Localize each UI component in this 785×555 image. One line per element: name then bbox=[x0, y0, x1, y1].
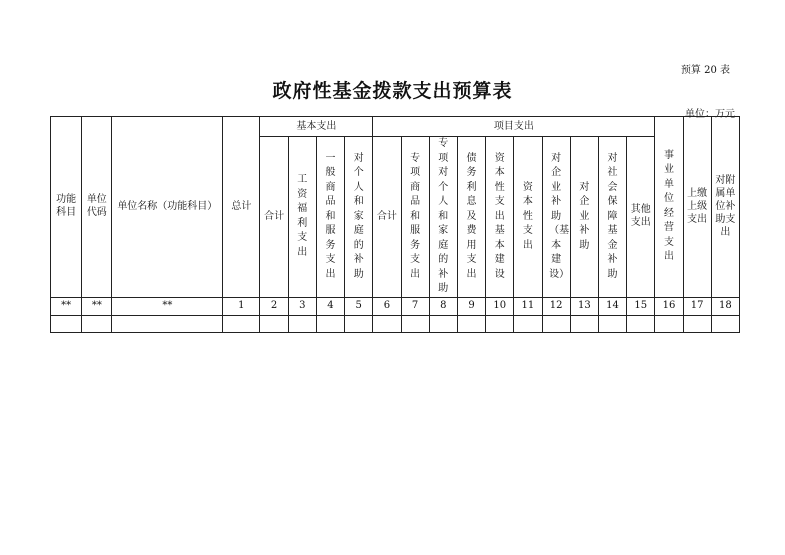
header-basic-wages: 工资福利支出 bbox=[288, 137, 316, 298]
index-cell: 6 bbox=[373, 297, 401, 315]
table-cell bbox=[112, 315, 223, 332]
index-row bbox=[51, 297, 740, 315]
header-project-other: 其他支出 bbox=[627, 137, 655, 298]
table-cell bbox=[711, 315, 739, 332]
table-cell bbox=[514, 315, 542, 332]
index-cell: ** bbox=[51, 297, 82, 315]
table-cell bbox=[51, 315, 82, 332]
header-func-subject: 功能科目 bbox=[51, 117, 82, 298]
index-cell: ** bbox=[112, 297, 223, 315]
header-remit: 上缴上级支出 bbox=[683, 117, 711, 298]
form-number: 预算 20 表 bbox=[680, 65, 730, 76]
index-cell: 12 bbox=[542, 297, 570, 315]
table-cell bbox=[288, 315, 316, 332]
index-cell: 14 bbox=[598, 297, 626, 315]
header-operating: 事业单位经营支出 bbox=[655, 117, 683, 298]
header-row-groups bbox=[51, 117, 740, 137]
table-cell bbox=[542, 315, 570, 332]
header-project-enterprise-base: 对企业补助（基本建设） bbox=[542, 137, 570, 298]
budget-table bbox=[50, 116, 740, 333]
page-title: 政府性基金拨款支出预算表 bbox=[272, 80, 513, 102]
index-cell: 1 bbox=[223, 297, 260, 315]
header-subsidiary: 对附属单位补助支出 bbox=[711, 117, 739, 298]
header-project-capital: 资本性支出 bbox=[514, 137, 542, 298]
header-project-goods: 专项商品和服务支出 bbox=[401, 137, 429, 298]
table-cell bbox=[345, 315, 373, 332]
table-cell bbox=[401, 315, 429, 332]
header-project-social: 对社会保障基金补助 bbox=[598, 137, 626, 298]
index-cell: 17 bbox=[683, 297, 711, 315]
table-cell bbox=[627, 315, 655, 332]
header-project-capital-base: 资本性支出基本建设 bbox=[486, 137, 514, 298]
header-total: 总计 bbox=[223, 117, 260, 298]
header-basic-goods: 一般商品和服务支出 bbox=[316, 137, 344, 298]
table-cell bbox=[683, 315, 711, 332]
index-cell: ** bbox=[82, 297, 112, 315]
index-cell: 18 bbox=[711, 297, 739, 315]
index-cell: 10 bbox=[486, 297, 514, 315]
index-cell: 9 bbox=[457, 297, 485, 315]
index-cell: 13 bbox=[570, 297, 598, 315]
header-project-group: 项目支出 bbox=[373, 117, 655, 137]
header-project-subtotal: 合计 bbox=[373, 137, 401, 298]
header-basic-personal: 对个人和家庭的补助 bbox=[345, 137, 373, 298]
table-cell bbox=[316, 315, 344, 332]
data-row-empty bbox=[51, 315, 740, 332]
header-project-personal: 专项对个人和家庭的补助 bbox=[429, 137, 457, 298]
table-cell bbox=[82, 315, 112, 332]
table-cell bbox=[457, 315, 485, 332]
table-cell bbox=[223, 315, 260, 332]
header-unit-code: 单位代码 bbox=[82, 117, 112, 298]
index-cell: 3 bbox=[288, 297, 316, 315]
header-project-enterprise: 对企业补助 bbox=[570, 137, 598, 298]
index-cell: 4 bbox=[316, 297, 344, 315]
header-basic-subtotal: 合计 bbox=[260, 137, 288, 298]
index-cell: 11 bbox=[514, 297, 542, 315]
index-cell: 16 bbox=[655, 297, 683, 315]
index-cell: 8 bbox=[429, 297, 457, 315]
table-cell bbox=[373, 315, 401, 332]
unit-label: 单位：万元 bbox=[685, 109, 735, 120]
table-cell bbox=[570, 315, 598, 332]
header-unit-name: 单位名称（功能科目） bbox=[112, 117, 223, 298]
header-project-debt: 债务利息及费用支出 bbox=[457, 137, 485, 298]
table-cell bbox=[429, 315, 457, 332]
index-cell: 15 bbox=[627, 297, 655, 315]
header-basic-group: 基本支出 bbox=[260, 117, 373, 137]
table-cell bbox=[598, 315, 626, 332]
table-cell bbox=[260, 315, 288, 332]
table-cell bbox=[486, 315, 514, 332]
index-cell: 2 bbox=[260, 297, 288, 315]
index-cell: 5 bbox=[345, 297, 373, 315]
index-cell: 7 bbox=[401, 297, 429, 315]
table-cell bbox=[655, 315, 683, 332]
